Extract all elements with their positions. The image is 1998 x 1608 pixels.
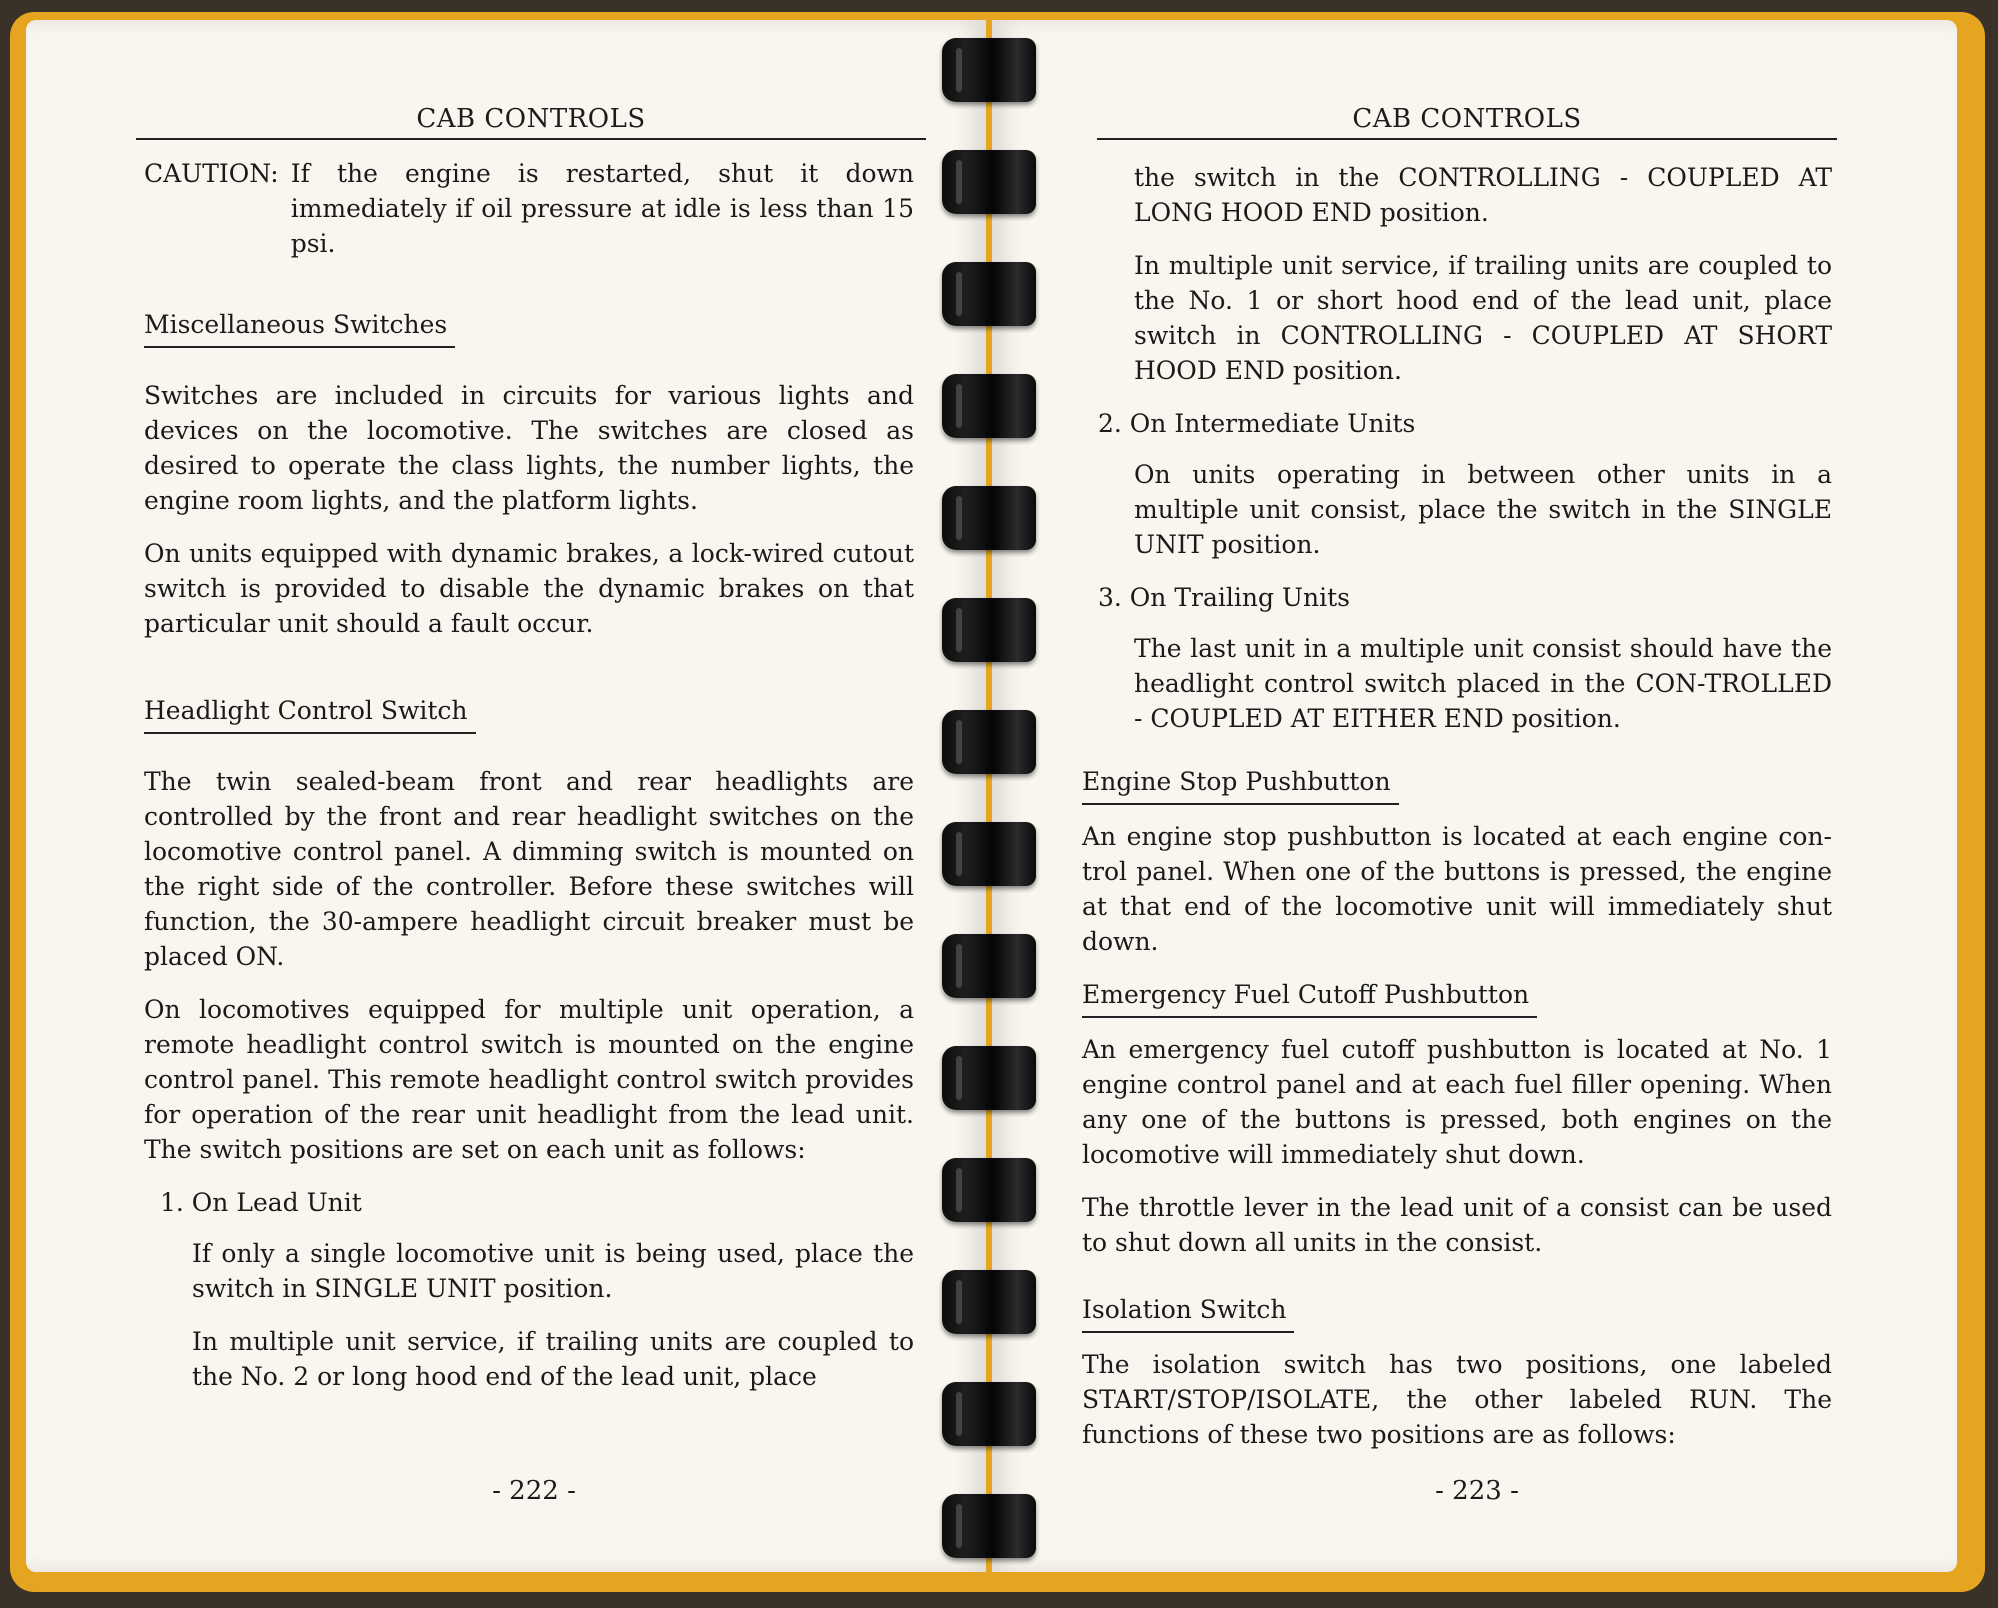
binding-ring bbox=[942, 1158, 1036, 1222]
fuel-cutoff-paragraph-1: An emergency fuel cutoff pushbutton is located at No. 1 engine control panel and at each fuel filler opening. When any one of the buttons is pressed, both engines on the locomotive will immediately shut down. bbox=[1082, 1035, 1832, 1169]
isolation-switch-heading: Isolation Switch bbox=[1082, 1292, 1294, 1333]
binding-ring bbox=[942, 262, 1036, 326]
item-3-label: 3. On Trailing Units bbox=[1098, 583, 1350, 612]
left-page-number: - 222 - bbox=[492, 1476, 576, 1506]
continued-paragraph-2: In multiple unit service, if trailing units are coupled to the No. 1 or short hood end of the lead unit, place switch in CONTROLLING - COUPLED AT SHORT HOOD END position. bbox=[1134, 251, 1832, 385]
binding-ring bbox=[942, 1046, 1036, 1110]
item-3-paragraph: The last unit in a multiple unit consist should have the headlight control switch placed in the CON-TROLLED - COUPLED AT EITHER END position. bbox=[1134, 634, 1832, 733]
misc-switches-paragraph-2: On units equipped with dynamic brakes, a lock-wired cutout switch is provided to disable the dynamic brakes on that particular unit should a fault occur. bbox=[144, 539, 914, 638]
binding-ring bbox=[942, 1270, 1036, 1334]
fuel-cutoff-paragraph-2: The throttle lever in the lead unit of a consist can be used to shut down all units in the consist. bbox=[1082, 1193, 1832, 1257]
caution-text: If the engine is restarted, shut it down immediately if oil pressure at idle is less than 15 psi. bbox=[290, 159, 914, 258]
headlight-paragraph-2: On locomotives equipped for multiple unit operation, a remote headlight control switch is mounted on the engine control panel. This remote headlight control switch provides for operation of the rear unit headlight from the lead unit. The switch positions are set on each unit as follows: bbox=[144, 995, 914, 1164]
left-page-body bbox=[144, 156, 914, 1412]
item-2-paragraph: On units operating in between other units in a multiple unit consist, place the switch in the SINGLE UNIT position. bbox=[1134, 460, 1832, 559]
caution-label: CAUTION: bbox=[144, 159, 279, 188]
binding-ring bbox=[942, 374, 1036, 438]
engine-stop-paragraph: An engine stop pushbutton is located at each engine con-trol panel. When one of the buttons is pressed, the engine at that end of the locomotive unit will immediately shut down. bbox=[1082, 822, 1832, 956]
item-2-label: 2. On Intermediate Units bbox=[1098, 409, 1416, 438]
binding-ring bbox=[942, 38, 1036, 102]
engine-stop-heading: Engine Stop Pushbutton bbox=[1082, 764, 1399, 805]
right-page-body bbox=[1082, 160, 1832, 1470]
binding-ring bbox=[942, 822, 1036, 886]
continued-paragraph-1: the switch in the CONTROLLING - COUPLED AT LONG HOOD END position. bbox=[1134, 163, 1832, 227]
caution-note bbox=[144, 156, 914, 261]
headlight-paragraph-1: The twin sealed-beam front and rear headlights are controlled by the front and rear headlight switches on the locomotive control panel. A dimming switch is mounted on the right side of the controller. Before these switches will function, the 30-ampere headlight circuit breaker must be placed ON. bbox=[144, 767, 914, 971]
right-page-header: CAB CONTROLS bbox=[1097, 92, 1837, 140]
spiral-binding bbox=[930, 20, 1050, 1580]
item-1-paragraph-1: If only a single locomotive unit is being used, place the switch in SINGLE UNIT position. bbox=[192, 1239, 914, 1303]
binding-ring bbox=[942, 1494, 1036, 1558]
binding-ring bbox=[942, 598, 1036, 662]
fuel-cutoff-heading: Emergency Fuel Cutoff Pushbutton bbox=[1082, 977, 1537, 1018]
item-1-paragraph-2: In multiple unit service, if trailing units are coupled to the No. 2 or long hood end of the lead unit, place bbox=[192, 1327, 914, 1391]
left-page bbox=[26, 20, 986, 1572]
right-page bbox=[992, 20, 1957, 1572]
right-page-number: - 223 - bbox=[1435, 1476, 1519, 1506]
binding-ring bbox=[942, 710, 1036, 774]
left-page-header: CAB CONTROLS bbox=[136, 92, 926, 140]
binding-ring bbox=[942, 486, 1036, 550]
binding-ring bbox=[942, 150, 1036, 214]
item-1-label: 1. On Lead Unit bbox=[160, 1188, 362, 1217]
headlight-switch-heading: Headlight Control Switch bbox=[144, 693, 476, 734]
misc-switches-paragraph-1: Switches are included in circuits for various lights and devices on the locomotive. The switches are closed as desired to operate the class lights, the number lights, the engine room lights, and the platform lights. bbox=[144, 381, 914, 515]
misc-switches-heading: Miscellaneous Switches bbox=[144, 307, 455, 348]
binding-ring bbox=[942, 1382, 1036, 1446]
isolation-paragraph: The isolation switch has two positions, one labeled START/STOP/ISOLATE, the other labeled RUN. The functions of these two positions are as follows: bbox=[1082, 1350, 1832, 1449]
binding-ring bbox=[942, 934, 1036, 998]
